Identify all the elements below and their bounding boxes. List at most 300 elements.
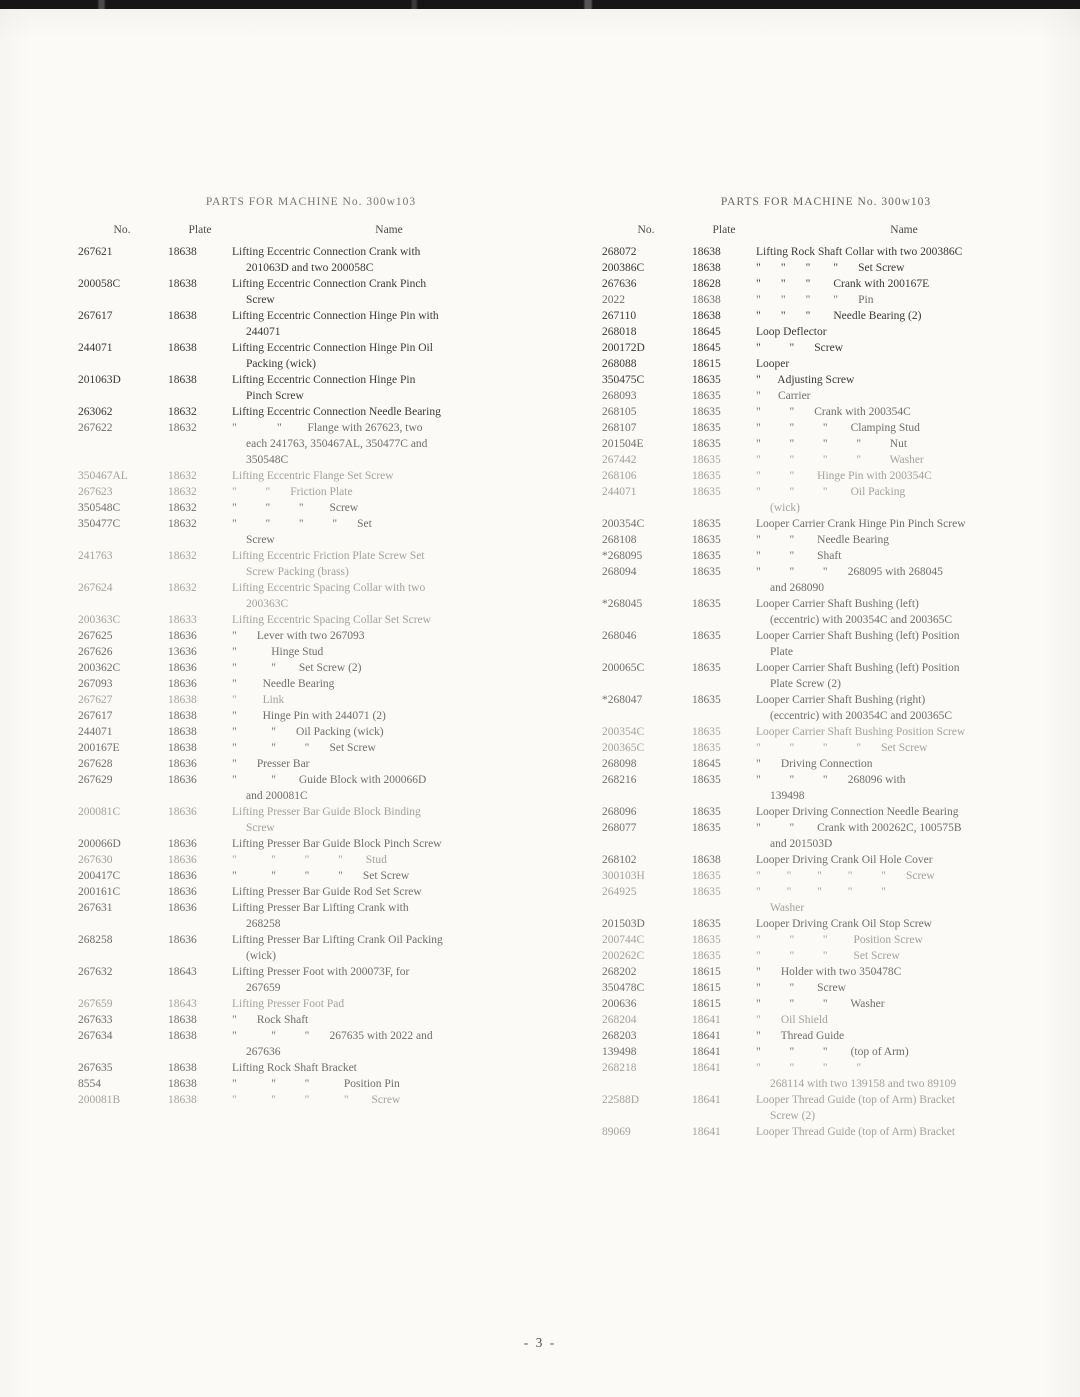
plate-number: 18635 [692, 454, 721, 466]
part-name: " Oil Shield [756, 1014, 828, 1026]
part-number: 200365C [602, 742, 645, 754]
table-row [76, 580, 546, 612]
part-name: Lifting Presser Foot Pad [232, 998, 345, 1010]
part-name: Lifting Eccentric Connection Needle Bearing [232, 406, 441, 418]
part-number: 267659 [78, 998, 113, 1010]
part-name: " " " Needle Bearing (2) [756, 310, 922, 322]
table-row [76, 1028, 546, 1060]
part-number: 267442 [602, 454, 637, 466]
col-header-plate: Plate [712, 224, 736, 236]
part-name: Lifting Rock Shaft Bracket [232, 1062, 357, 1074]
part-number: 200081B [78, 1094, 121, 1106]
table-row [600, 1012, 1052, 1028]
plate-number: 18638 [168, 310, 197, 322]
part-number: *268045 [602, 598, 643, 610]
plate-number: 18638 [168, 694, 197, 706]
part-name: Lifting Presser Foot with 200073F, for 267659 [232, 966, 410, 994]
part-name: " " " " " Screw [756, 870, 935, 882]
plate-number: 18615 [692, 982, 721, 994]
plate-number: 18632 [168, 582, 197, 594]
part-name: Looper Carrier Shaft Bushing (left) Position Plate Screw (2) [756, 662, 960, 690]
plate-number: 18638 [168, 726, 197, 738]
part-number: 267621 [78, 246, 113, 258]
plate-number: 18638 [692, 294, 721, 306]
plate-number: 18636 [168, 678, 197, 690]
table-body-left [76, 244, 546, 1108]
part-number: 89069 [602, 1126, 631, 1138]
plate-number: 18638 [168, 1014, 197, 1026]
part-number: 268203 [602, 1030, 637, 1042]
part-number: 268216 [602, 774, 637, 786]
table-row [600, 852, 1052, 868]
plate-number: 18632 [168, 502, 197, 514]
plate-number: 18615 [692, 358, 721, 370]
plate-number: 18635 [692, 742, 721, 754]
plate-number: 18641 [692, 1014, 721, 1026]
plate-number: 18636 [168, 902, 197, 914]
part-number: 267617 [78, 310, 113, 322]
part-name: Lifting Eccentric Spacing Collar with two 200363C [232, 582, 426, 610]
col-header-no: No. [637, 224, 655, 236]
part-name: " " Friction Plate [232, 486, 353, 498]
part-name: " " " " " Washer [756, 886, 886, 914]
part-name: " " " " 268114 with two 139158 and two 89109 [756, 1062, 957, 1090]
table-row [600, 868, 1052, 884]
plate-number: 18641 [692, 1094, 721, 1106]
part-name: " " Hinge Pin with 200354C [756, 470, 932, 482]
part-number: 268088 [602, 358, 637, 370]
part-name: Lifting Eccentric Flange Set Screw [232, 470, 394, 482]
table-row [600, 1092, 1052, 1124]
col-header-name: Name [890, 224, 918, 236]
table-row [76, 868, 546, 884]
part-number: 267632 [78, 966, 113, 978]
parts-column-right [600, 196, 1052, 1140]
table-row [76, 932, 546, 964]
part-name: " Carrier [756, 390, 811, 402]
plate-number: 18641 [692, 1062, 721, 1074]
part-name: Loop Deflector [756, 326, 827, 338]
plate-number: 18636 [168, 854, 197, 866]
table-row [600, 932, 1052, 948]
table-row [600, 1124, 1052, 1140]
part-name: " " " " Set Screw [232, 518, 372, 546]
part-name: " Adjusting Screw [756, 374, 855, 386]
part-number: 200081C [78, 806, 121, 818]
part-name: " Hinge Pin with 244071 (2) [232, 710, 386, 722]
part-number: 268204 [602, 1014, 637, 1026]
part-name: " " Crank with 200262C, 100575B and 201503D [756, 822, 962, 850]
part-number: 200362C [78, 662, 121, 674]
scan-edge-artifact [0, 0, 1080, 9]
part-name: Looper Carrier Shaft Bushing Position Screw [756, 726, 966, 738]
table-row [600, 244, 1052, 260]
part-name: " Hinge Stud [232, 646, 324, 658]
part-name: " " Screw [756, 982, 846, 994]
table-row [600, 660, 1052, 692]
table-row [600, 388, 1052, 404]
table-row [600, 260, 1052, 276]
part-number: 200167E [78, 742, 120, 754]
table-row [600, 964, 1052, 980]
table-row [600, 756, 1052, 772]
plate-number: 18635 [692, 470, 721, 482]
part-number: 2022 [602, 294, 625, 306]
part-number: 267617 [78, 710, 113, 722]
part-number: 200262C [602, 950, 645, 962]
part-name: " " Needle Bearing [756, 534, 889, 546]
plate-number: 18635 [692, 518, 721, 530]
table-row [76, 708, 546, 724]
plate-number: 18635 [692, 950, 721, 962]
plate-number: 18641 [692, 1046, 721, 1058]
part-name: " Needle Bearing [232, 678, 335, 690]
plate-number: 18641 [692, 1126, 721, 1138]
part-number: 244071 [78, 726, 113, 738]
part-number: 267110 [602, 310, 637, 322]
part-number: 267622 [78, 422, 113, 434]
plate-number: 18635 [692, 694, 721, 706]
plate-number: 18645 [692, 758, 721, 770]
part-number: 200636 [602, 998, 637, 1010]
plate-number: 18636 [168, 774, 197, 786]
part-name: " " " Washer [756, 998, 885, 1010]
table-row [76, 308, 546, 340]
plate-number: 18632 [168, 518, 197, 530]
part-name: Looper [756, 358, 790, 370]
part-name: " Holder with two 350478C [756, 966, 902, 978]
plate-number: 18635 [692, 534, 721, 546]
plate-number: 18638 [168, 246, 197, 258]
table-row [76, 804, 546, 836]
part-number: 200386C [602, 262, 645, 274]
plate-number: 18645 [692, 326, 721, 338]
part-name: " " Shaft [756, 550, 842, 562]
part-number: 244071 [602, 486, 637, 498]
table-row [600, 532, 1052, 548]
plate-number: 18638 [692, 310, 721, 322]
part-name: Lifting Eccentric Connection Hinge Pin Oil Packing (wick) [232, 342, 433, 370]
part-name: " " " Clamping Stud [756, 422, 920, 434]
part-number: 268106 [602, 470, 637, 482]
part-name: " Presser Bar [232, 758, 310, 770]
part-name: " " " Crank with 200167E [756, 278, 930, 290]
part-number: 268202 [602, 966, 637, 978]
table-row [600, 548, 1052, 564]
part-name: Lifting Presser Bar Lifting Crank with 268258 [232, 902, 409, 930]
part-name: " " Set Screw (2) [232, 662, 362, 674]
part-number: 267627 [78, 694, 113, 706]
table-row [76, 884, 546, 900]
table-row [76, 244, 546, 276]
table-row [600, 484, 1052, 516]
part-name: " " " Oil Packing (wick) [756, 486, 906, 514]
table-row [600, 356, 1052, 372]
part-number: 200065C [602, 662, 645, 674]
plate-number: 18636 [168, 838, 197, 850]
plate-number: 18638 [168, 1030, 197, 1042]
plate-number: 18632 [168, 406, 197, 418]
part-number: 200066D [78, 838, 121, 850]
table-row [600, 820, 1052, 852]
table-row [600, 292, 1052, 308]
table-row [600, 980, 1052, 996]
plate-number: 18635 [692, 806, 721, 818]
table-row [76, 420, 546, 468]
table-row [76, 500, 546, 516]
part-name: Lifting Eccentric Connection Crank with 201063D and two 200058C [232, 246, 421, 274]
part-number: 201504E [602, 438, 644, 450]
table-row [76, 724, 546, 740]
part-name: " " " " Stud [232, 854, 387, 866]
part-number: 268077 [602, 822, 637, 834]
part-number: 268098 [602, 758, 637, 770]
plate-number: 18643 [168, 998, 197, 1010]
plate-number: 18638 [168, 374, 197, 386]
part-name: " " " " Set Screw [756, 742, 928, 754]
part-name: " " " 268096 with 139498 [756, 774, 906, 802]
part-number: 267633 [78, 1014, 113, 1026]
table-header-left [76, 222, 546, 238]
table-row [76, 612, 546, 628]
plate-number: 18615 [692, 998, 721, 1010]
part-name: Lifting Eccentric Friction Plate Screw Set Screw Packing (brass) [232, 550, 425, 578]
part-number: 267636 [602, 278, 637, 290]
table-row [600, 1044, 1052, 1060]
part-name: " " " (top of Arm) [756, 1046, 909, 1058]
part-number: *268047 [602, 694, 643, 706]
table-row [76, 548, 546, 580]
part-number: 200363C [78, 614, 121, 626]
table-row [76, 340, 546, 372]
plate-number: 18638 [168, 710, 197, 722]
plate-number: 18632 [168, 486, 197, 498]
plate-number: 18638 [692, 854, 721, 866]
table-row [600, 420, 1052, 436]
plate-number: 18636 [168, 630, 197, 642]
part-number: 267629 [78, 774, 113, 786]
table-row [600, 1028, 1052, 1044]
table-row [600, 468, 1052, 484]
part-number: 200354C [602, 518, 645, 530]
table-row [600, 916, 1052, 932]
plate-number: 18638 [168, 1094, 197, 1106]
table-row [600, 276, 1052, 292]
part-number: 267630 [78, 854, 113, 866]
part-number: 268046 [602, 630, 637, 642]
plate-number: 18635 [692, 406, 721, 418]
table-row [600, 628, 1052, 660]
part-number: 8554 [78, 1078, 101, 1090]
part-name: " " " Set Screw [756, 950, 900, 962]
table-row [76, 404, 546, 420]
part-name: " " " Position Pin [232, 1078, 400, 1090]
plate-number: 18635 [692, 486, 721, 498]
part-name: " " " Screw [232, 502, 359, 514]
plate-number: 18635 [692, 438, 721, 450]
part-number: 264925 [602, 886, 637, 898]
part-name: Looper Carrier Shaft Bushing (left) Position Plate [756, 630, 960, 658]
table-body-right [600, 244, 1052, 1140]
plate-number: 18635 [692, 390, 721, 402]
table-row [600, 596, 1052, 628]
part-name: " " Flange with 267623, two each 241763, 350467AL, 350477C and 350548C [232, 422, 428, 466]
part-name: " Thread Guide [756, 1030, 845, 1042]
table-row [76, 372, 546, 404]
table-row [76, 516, 546, 548]
plate-number: 18636 [168, 886, 197, 898]
part-name: " Lever with two 267093 [232, 630, 365, 642]
table-row [76, 468, 546, 484]
part-number: 350475C [602, 374, 645, 386]
table-header-right [600, 222, 1052, 238]
table-row [76, 740, 546, 756]
part-name: Looper Driving Connection Needle Bearing [756, 806, 959, 818]
plate-number: 18636 [168, 934, 197, 946]
part-name: Lifting Presser Bar Guide Block Pinch Screw [232, 838, 442, 850]
part-name: " " " Position Screw [756, 934, 923, 946]
part-name: Looper Driving Crank Oil Stop Screw [756, 918, 932, 930]
part-name: Looper Thread Guide (top of Arm) Bracket [756, 1126, 956, 1138]
part-number: 350478C [602, 982, 645, 994]
table-row [76, 756, 546, 772]
part-name: " " " " Washer [756, 454, 924, 466]
part-name: " " " " Pin [756, 294, 874, 306]
parts-column-left [76, 196, 546, 1140]
part-number: 268218 [602, 1062, 637, 1074]
part-number: 267625 [78, 630, 113, 642]
table-row [600, 724, 1052, 740]
plate-number: 18635 [692, 886, 721, 898]
plate-number: 18628 [692, 278, 721, 290]
table-row [600, 372, 1052, 388]
part-number: 350477C [78, 518, 121, 530]
part-number: 268108 [602, 534, 637, 546]
part-name: Lifting Presser Bar Guide Rod Set Screw [232, 886, 422, 898]
plate-number: 18635 [692, 566, 721, 578]
page-number: - 3 - [523, 1335, 557, 1350]
plate-number: 18635 [692, 422, 721, 434]
plate-number: 18635 [692, 918, 721, 930]
part-name: " " " 268095 with 268045 and 268090 [756, 566, 943, 594]
part-number: 350548C [78, 502, 121, 514]
plate-number: 18615 [692, 966, 721, 978]
part-name: Looper Carrier Crank Hinge Pin Pinch Screw [756, 518, 966, 530]
plate-number: 18635 [692, 934, 721, 946]
plate-number: 18638 [692, 262, 721, 274]
plate-number: 18635 [692, 726, 721, 738]
part-number: 200354C [602, 726, 645, 738]
table-row [76, 1060, 546, 1076]
part-name: Looper Thread Guide (top of Arm) Bracket Screw (2) [756, 1094, 956, 1122]
part-number: 139498 [602, 1046, 637, 1058]
plate-number: 18636 [168, 662, 197, 674]
plate-number: 18635 [692, 870, 721, 882]
part-number: 22588D [602, 1094, 640, 1106]
part-number: 300103H [602, 870, 645, 882]
part-name: Lifting Eccentric Connection Crank Pinch Screw [232, 278, 427, 306]
table-row [76, 628, 546, 644]
part-name: " " Crank with 200354C [756, 406, 911, 418]
table-row [600, 692, 1052, 724]
part-name: Looper Driving Crank Oil Hole Cover [756, 854, 933, 866]
col-header-plate: Plate [188, 224, 212, 236]
table-row [76, 836, 546, 852]
plate-number: 18632 [168, 550, 197, 562]
plate-number: 18635 [692, 598, 721, 610]
part-name: " " " " Screw [232, 1094, 401, 1106]
table-row [76, 964, 546, 996]
part-name: " " Guide Block with 200066D and 200081C [232, 774, 427, 802]
part-number: 267634 [78, 1030, 113, 1042]
part-name: " Link [232, 694, 285, 706]
plate-number: 18633 [168, 614, 197, 626]
plate-number: 18636 [168, 870, 197, 882]
table-row [76, 1076, 546, 1092]
part-name: Lifting Eccentric Spacing Collar Set Screw [232, 614, 431, 626]
part-name: Looper Carrier Shaft Bushing (left) (eccentric) with 200354C and 200365C [756, 598, 953, 626]
table-row [600, 948, 1052, 964]
table-row [600, 452, 1052, 468]
part-number: 241763 [78, 550, 113, 562]
part-number: 267093 [78, 678, 113, 690]
table-row [76, 276, 546, 308]
part-name: " " " Set Screw [232, 742, 376, 754]
part-number: 200744C [602, 934, 645, 946]
part-number: 263062 [78, 406, 113, 418]
plate-number: 18632 [168, 470, 197, 482]
plate-number: 18638 [168, 342, 197, 354]
table-row [600, 516, 1052, 532]
part-number: 268107 [602, 422, 637, 434]
table-row [76, 852, 546, 868]
part-number: 200058C [78, 278, 121, 290]
part-number: 268258 [78, 934, 113, 946]
part-number: 268093 [602, 390, 637, 402]
part-number: 350467AL [78, 470, 128, 482]
part-number: 200161C [78, 886, 121, 898]
table-row [600, 324, 1052, 340]
part-name: " Driving Connection [756, 758, 873, 770]
part-name: " " " " Set Screw [232, 870, 410, 882]
plate-number: 18635 [692, 630, 721, 642]
table-row [600, 340, 1052, 356]
part-number: 201063D [78, 374, 121, 386]
part-name: " " Oil Packing (wick) [232, 726, 384, 738]
part-name: Lifting Eccentric Connection Hinge Pin Pinch Screw [232, 374, 416, 402]
part-number: 267623 [78, 486, 113, 498]
table-row [600, 564, 1052, 596]
table-row [600, 308, 1052, 324]
part-number: 200417C [78, 870, 121, 882]
plate-number: 18638 [692, 246, 721, 258]
part-name: " " " " Nut [756, 438, 908, 450]
part-number: 267628 [78, 758, 113, 770]
plate-number: 18635 [692, 374, 721, 386]
part-name: Lifting Eccentric Connection Hinge Pin with 244071 [232, 310, 439, 338]
table-row [600, 740, 1052, 756]
col-header-no: No. [113, 224, 131, 236]
table-row [600, 884, 1052, 916]
part-number: 268102 [602, 854, 637, 866]
col-header-name: Name [375, 224, 403, 236]
plate-number: 18645 [692, 342, 721, 354]
parts-columns [0, 196, 1080, 1140]
part-name: " " " 267635 with 2022 and 267636 [232, 1030, 433, 1058]
part-number: 267635 [78, 1062, 113, 1074]
part-number: 200172D [602, 342, 645, 354]
plate-number: 18635 [692, 662, 721, 674]
